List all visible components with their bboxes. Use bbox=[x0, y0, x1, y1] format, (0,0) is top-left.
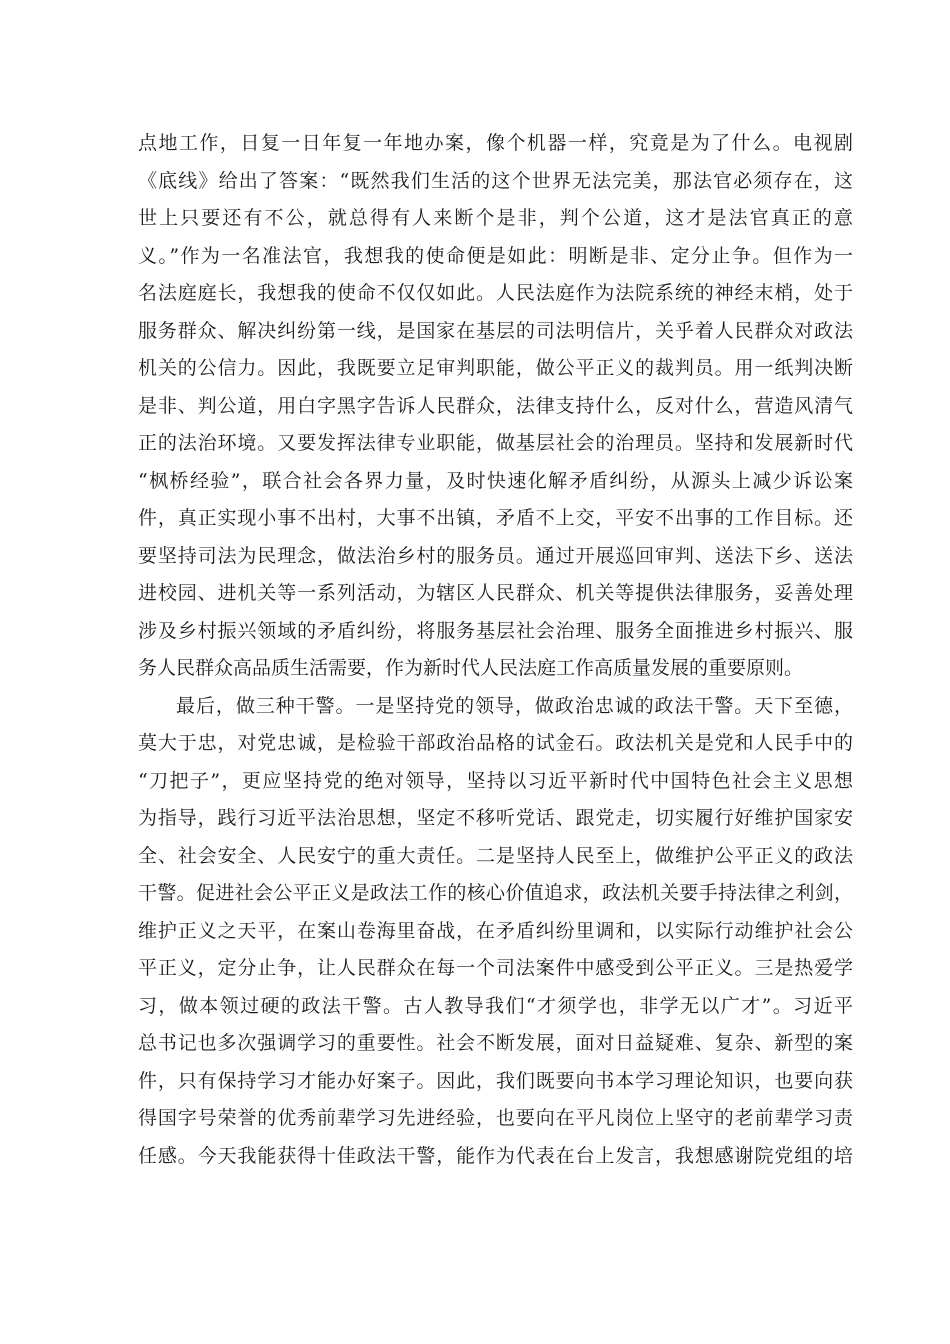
text-line: 总书记也多次强调学习的重要性。社会不断发展，面对日益疑难、复杂、新型的案 bbox=[138, 1032, 853, 1054]
text-line: 莫大于忠，对党忠诚，是检验干部政治品格的试金石。政法机关是党和人民手中的 bbox=[138, 732, 853, 754]
text-line: 全、社会安全、人民安宁的重大责任。二是坚持人民至上，做维护公平正义的政法 bbox=[138, 844, 853, 867]
text-line: 涉及乡村振兴领域的矛盾纠纷，将服务基层社会治理、服务全面推进乡村振兴、服 bbox=[138, 619, 853, 642]
text-line: 义。”作为一名准法官，我想我的使命便是如此：明断是非、定分止争。但作为一 bbox=[138, 244, 853, 267]
text-line: 维护正义之天平，在案山卷海里奋战，在矛盾纠纷里调和，以实际行动维护社会公 bbox=[138, 919, 853, 942]
text-line: 是非、判公道，用白字黑字告诉人民群众，法律支持什么，反对什么，营造风清气 bbox=[138, 394, 853, 417]
text-line: 名法庭庭长，我想我的使命不仅仅如此。人民法庭作为法院系统的神经末梢，处于 bbox=[138, 282, 853, 304]
text-line: 平正义，定分止争，让人民群众在每一个司法案件中感受到公平正义。三是热爱学 bbox=[138, 957, 853, 979]
text-line: “刀把子”，更应坚持党的绝对领导，坚持以习近平新时代中国特色社会主义思想 bbox=[138, 769, 853, 792]
text-line: 得国字号荣誉的优秀前辈学习先进经验，也要向在平凡岗位上坚守的老前辈学习责 bbox=[138, 1107, 853, 1129]
text-line: 《底线》给出了答案：“既然我们生活的这个世界无法完美，那法官必须存在，这 bbox=[138, 169, 853, 192]
paragraph-end-line: 务人民群众高品质生活需要，作为新时代人民法庭工作高质量发展的重要原则。 bbox=[138, 657, 804, 679]
text-line: 件，真正实现小事不出村，大事不出镇，矛盾不上交，平安不出事的工作目标。还 bbox=[138, 507, 853, 529]
text-line: 为指导，践行习近平法治思想，坚定不移听党话、跟党走，切实履行好维护国家安 bbox=[138, 807, 853, 829]
text-line: 机关的公信力。因此，我既要立足审判职能，做公平正义的裁判员。用一纸判决断 bbox=[138, 357, 853, 379]
text-line: 点地工作，日复一日年复一年地办案，像个机器一样，究竟是为了什么。电视剧 bbox=[138, 132, 853, 154]
text-line: 正的法治环境。又要发挥法律专业职能，做基层社会的治理员。坚持和发展新时代 bbox=[138, 432, 853, 454]
text-line: 进校园、进机关等一系列活动，为辖区人民群众、机关等提供法律服务，妥善处理 bbox=[138, 582, 853, 604]
text-line: 任感。今天我能获得十佳政法干警，能作为代表在台上发言，我想感谢院党组的培 bbox=[138, 1144, 853, 1167]
text-line: “枫桥经验”，联合社会各界力量，及时快速化解矛盾纠纷，从源头上减少诉讼案 bbox=[138, 469, 853, 492]
text-line: 世上只要还有不公，就总得有人来断个是非，判个公道，这才是法官真正的意 bbox=[138, 207, 853, 229]
text-line: 服务群众、解决纠纷第一线，是国家在基层的司法明信片，关乎着人民群众对政法 bbox=[138, 319, 853, 342]
text-line: 要坚持司法为民理念，做法治乡村的服务员。通过开展巡回审判、送法下乡、送法 bbox=[138, 544, 853, 567]
text-line: 件，只有保持学习才能办好案子。因此，我们既要向书本学习理论知识，也要向获 bbox=[138, 1069, 853, 1092]
text-line: 习，做本领过硬的政法干警。古人教导我们“才须学也，非学无以广才”。习近平 bbox=[138, 994, 853, 1017]
body-text bbox=[138, 125, 853, 1175]
text-line: 干警。促进社会公平正义是政法工作的核心价值追求，政法机关要手持法律之利剑， bbox=[138, 882, 853, 904]
paragraph-start-line: 最后，做三种干警。一是坚持党的领导，做政治忠诚的政法干警。天下至德， bbox=[176, 694, 853, 717]
